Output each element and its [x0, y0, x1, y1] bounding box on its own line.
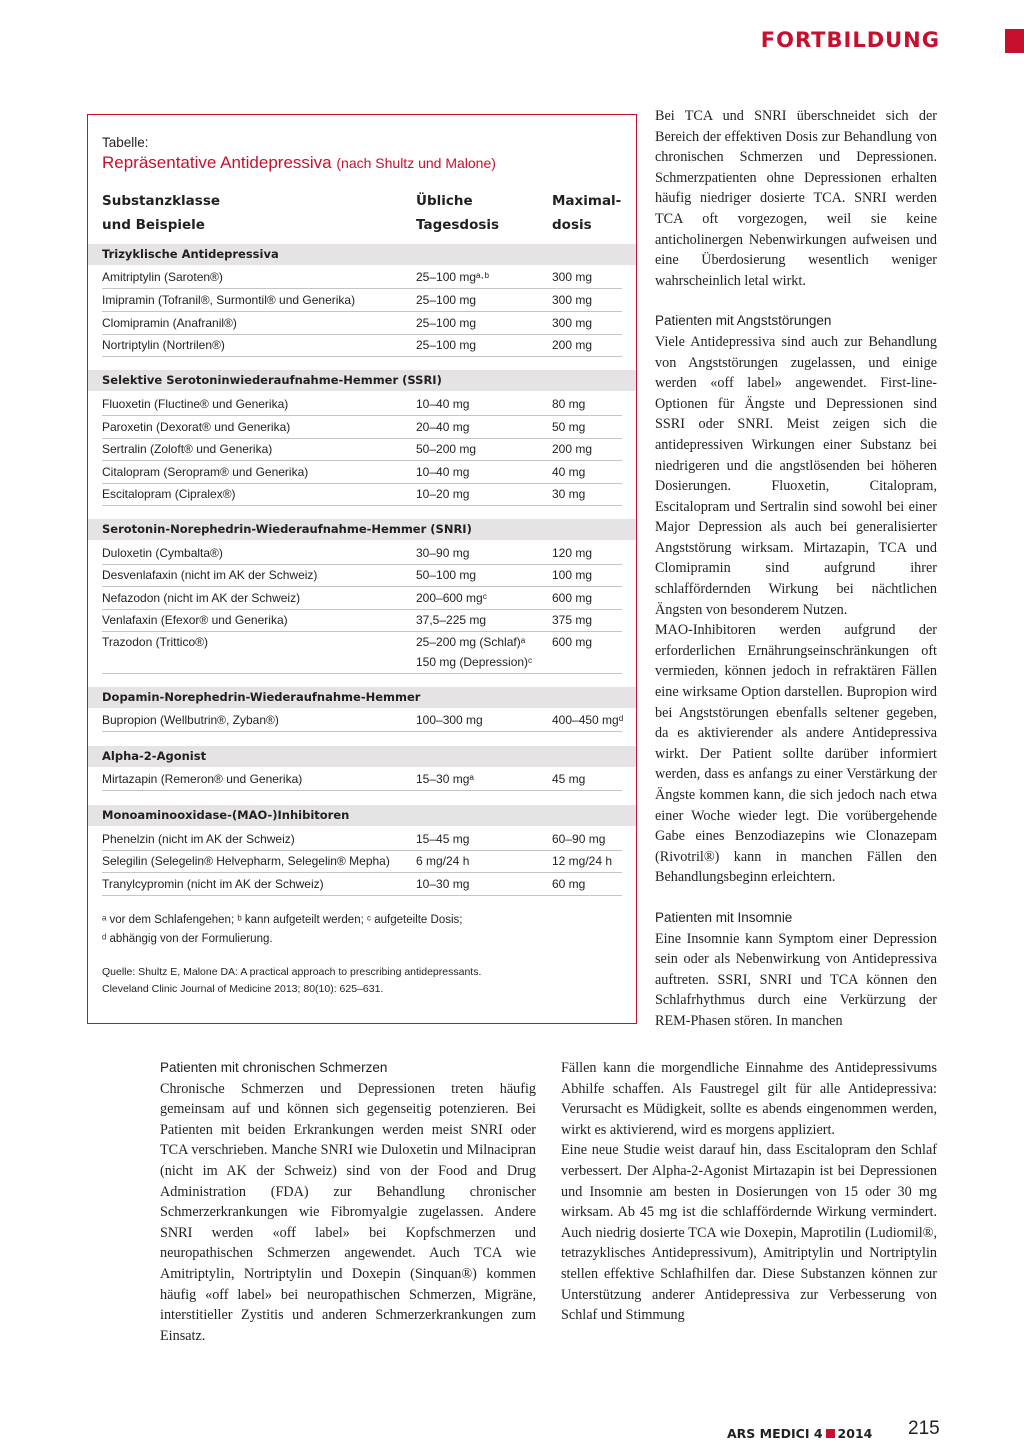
page-number: 215 [908, 1418, 940, 1439]
paragraph-angst-2: MAO-Inhibitoren werden aufgrund der erforderlichen Ernährungseinschränkungen oft vermieden, können jedoch in refraktären Fällen eine wirksame Option darstellen. Bupropion wird bei Angststörungen ebenfalls seltener gegeben, da es aktivierender als andere Antidepressiva wirkt. Der Patient sollte darüber informiert werden, dass es anfangs zu einer Verstärkung der Ängste kommen kann, die sich jedoch nach etwa einer Woche wieder legt. Die vorübergehende Gabe eines Benzodiazepins wie Clonazepam (Rivotril®) kann in manchen Fällen den Behandlungsbeginn erleichtern. [655, 622, 937, 886]
table-source-line2: Cleveland Clinic Journal of Medicine 2013; 80(10): 625–631. [102, 983, 384, 995]
table-title [102, 153, 496, 173]
cell-max: 40 mg [552, 465, 586, 479]
cell-max: 600 mg [552, 635, 593, 649]
right-column-lower [561, 1058, 937, 1326]
table-row [102, 828, 622, 851]
table-footnote-2: ᵈ abhängig von der Formulierung. [102, 933, 273, 945]
table-row [102, 850, 622, 873]
table-row [102, 564, 622, 587]
heading-angst: Patienten mit Angststörungen [655, 313, 832, 329]
cell-dose: 25–100 mg [416, 338, 477, 352]
cell-max: 600 mg [552, 591, 593, 605]
cell-max: 400–450 mgᵈ [552, 713, 624, 727]
cell-substance: Trazodon (Trittico®) [102, 635, 208, 649]
col-header-max-line2: dosis [552, 217, 592, 233]
table-row [102, 289, 622, 312]
paragraph-insomnie-3: Eine neue Studie weist darauf hin, dass Escitalopram den Schlaf verbessert. Der Alpha-2-Agonist Mirtazapin ist bei Depressionen und Insomnie am besten in Dosierungen von 15 oder 30 mg wirksam. Ab 45 mg ist die schlaffördernde Wirkung vermindert. Auch niedrig dosierte TCA wie Doxepin, Maprotilin (Ludiomil®, tetrazyklisches Antidepressivum), Amitriptylin und Nortriptylin stellen effektive Schlafhilfen dar. Diese Substanzen können zur Unterstützung anderer Antidepressiva zur Verbesserung von Schlaf und Stimmung [561, 1142, 937, 1324]
col-header-substance [102, 189, 220, 237]
cell-dose: 37,5–225 mg [416, 613, 487, 627]
section-dnri: Dopamin-Norephedrin-Wiederaufnahme-Hemmer [88, 687, 636, 708]
cell-substance: Phenelzin (nicht im AK der Schweiz) [102, 832, 295, 846]
paragraph-angst-1: Viele Antidepressiva sind auch zur Behandlung von Angststörungen zugelassen, und einige werden «off label» angewendet. First-line-Optionen für Ängste und Depressionen sind SSRI oder SNRI. Meist zeigen sich die antidepressiven Wirkungen einer Substanz bei niedrigeren und die angstlösenden bei höheren Dosierungen. Fluoxetin, Citalopram, Escitalopram und Sertralin sind sowohl bei einer Major Depression als auch bei generalisierter Angststörung wirksam. Mirtazapin, TCA und Clomipramin sind aufgrund ihrer schlaffördernden Wirkung bei nächtlichen Ängsten von besonderem Nutzen. [655, 333, 937, 618]
cell-dose: 25–100 mg [416, 293, 477, 307]
heading-schmerzen: Patienten mit chronischen Schmerzen [160, 1060, 388, 1075]
cell-dose: 25–100 mgᵃ·ᵇ [416, 270, 490, 284]
cell-substance: Amitriptylin (Saroten®) [102, 270, 223, 284]
cell-substance: Fluoxetin (Fluctine® und Generika) [102, 397, 289, 411]
col-header-max-line1: Maximal- [552, 193, 622, 209]
cell-max: 300 mg [552, 316, 593, 330]
col-header-max [552, 189, 621, 237]
table-title-note: (nach Shultz und Malone) [336, 155, 496, 171]
cell-substance: Desvenlafaxin (nicht im AK der Schweiz) [102, 568, 318, 582]
header-accent-bar [1005, 29, 1024, 53]
section-snri: Serotonin-Norephedrin-Wiederaufnahme-Hemmer (SNRI) [88, 519, 636, 540]
footer-square-icon [826, 1429, 835, 1438]
cell-dose: 30–90 mg [416, 546, 470, 560]
section-ssri: Selektive Serotoninwiederaufnahme-Hemmer (SSRI) [88, 370, 636, 391]
col-header-substance-line1: Substanzklasse [102, 193, 221, 209]
cell-dose: 10–30 mg [416, 877, 470, 891]
cell-dose: 50–100 mg [416, 568, 477, 582]
cell-substance: Clomipramin (Anafranil®) [102, 316, 237, 330]
cell-dose: 6 mg/24 h [416, 854, 470, 868]
table-row [102, 461, 622, 484]
cell-dose: 200–600 mgᶜ [416, 591, 487, 605]
paragraph-insomnie-1: Eine Insomnie kann Symptom einer Depression sein oder als Nebenwirkung von Antidepressiva auftreten. SSRI, SNRI und TCA können den Schlafrhythmus durch eine Verkürzung der REM-Phasen stören. In manchen [655, 930, 937, 1029]
col-header-dose [416, 189, 499, 237]
cell-max: 200 mg [552, 338, 593, 352]
cell-max: 60 mg [552, 877, 586, 891]
cell-max: 300 mg [552, 270, 593, 284]
cell-max: 300 mg [552, 293, 593, 307]
cell-max: 12 mg/24 h [552, 854, 613, 868]
cell-substance: Selegilin (Selegelin® Helvepharm, Selegelin® Mepha) [102, 854, 390, 868]
paragraph-intro: Bei TCA und SNRI überschneidet sich der Bereich der effektiven Dosis zur Behandlung von chronischen Schmerzen und Depressionen. Schmerzpatienten ohne Depressionen erhalten häufig niedriger dosierte TCA. SNRI werden TCA oft vorgezogen, weil sie keine anticholinergen Nebenwirkungen aufweisen und eine Überdosierung wesentlich weniger wahrscheinlich letal wirkt. [655, 108, 937, 289]
footer-journal-name: ARS MEDICI 4 [727, 1426, 823, 1441]
table-row [102, 542, 622, 565]
section-tca: Trizyklische Antidepressiva [88, 244, 636, 265]
footer-year: 2014 [837, 1426, 873, 1441]
col-header-dose-line1: Übliche [416, 193, 473, 209]
cell-substance: Mirtazapin (Remeron® und Generika) [102, 772, 303, 786]
table-row [102, 609, 622, 632]
cell-dose-second-line: 150 mg (Depression)ᶜ [416, 655, 533, 669]
paragraph-schmerzen: Chronische Schmerzen und Depressionen treten häufig gemeinsam auf und können sich gegenseitig potenzieren. Bei Patienten mit beiden Erkrankungen werden meist SNRI oder TCA verschrieben. Manche SNRI wie Duloxetin und Milnacipran (nicht im AK der Schweiz) sind von der Food and Drug Administration (FDA) zur Behandlung chronischer Schmerzerkrankungen wie Fibromyalgie zugelassen. Andere SNRI werden «off label» bei Kopfschmerzen und neuropathischen Schmerzen angewendet. Auch TCA wie Amitriptylin, Nortriptylin und Doxepin (Sinquan®) kommen häufig «off label» bei neuropathischen Schmerzen, Migräne, interstitieller Zystitis und anderen Schmerzerkrankungen zum Einsatz. [160, 1080, 536, 1344]
paragraph-insomnie-2: Fällen kann die morgendliche Einnahme des Antidepressivums Abhilfe schaffen. Als Faustregel gilt für alle Antidepressiva: Verursacht es Müdigkeit, sollte es abends eingenommen werden, wirkt es aktivierend, wird es morgens appliziert. [561, 1060, 937, 1138]
cell-dose: 20–40 mg [416, 420, 470, 434]
col-header-dose-line2: Tagesdosis [416, 217, 500, 233]
heading-insomnie: Patienten mit Insomnie [655, 909, 793, 925]
cell-max: 80 mg [552, 397, 586, 411]
cell-dose: 10–40 mg [416, 465, 470, 479]
cell-substance: Venlafaxin (Efexor® und Generika) [102, 613, 288, 627]
cell-max: 200 mg [552, 442, 593, 456]
antidepressant-table [87, 114, 637, 1024]
cell-dose: 15–45 mg [416, 832, 470, 846]
cell-substance: Nefazodon (nicht im AK der Schweiz) [102, 591, 301, 605]
cell-max: 50 mg [552, 420, 586, 434]
cell-substance: Citalopram (Seropram® und Generika) [102, 465, 309, 479]
table-row [102, 873, 622, 896]
left-column-lower [160, 1058, 536, 1346]
col-header-substance-line2: und Beispiele [102, 217, 205, 233]
cell-dose: 50–200 mg [416, 442, 477, 456]
cell-dose: 10–40 mg [416, 397, 470, 411]
table-row [102, 483, 622, 506]
cell-substance: Sertralin (Zoloft® und Generika) [102, 442, 273, 456]
table-source-line1: Quelle: Shultz E, Malone DA: A practical approach to prescribing antidepressants. [102, 966, 482, 978]
footer-journal [727, 1426, 872, 1441]
cell-max: 60–90 mg [552, 832, 606, 846]
table-row [102, 416, 622, 439]
cell-max: 45 mg [552, 772, 586, 786]
cell-max: 120 mg [552, 546, 593, 560]
section-mao: Monoaminooxidase-(MAO-)Inhibitoren [88, 805, 636, 826]
table-row [102, 312, 622, 335]
table-row [102, 438, 622, 461]
table-row [102, 709, 622, 732]
cell-dose: 10–20 mg [416, 487, 470, 501]
section-title: FORTBILDUNG [760, 28, 940, 52]
section-alpha2: Alpha-2-Agonist [88, 746, 636, 767]
cell-substance: Bupropion (Wellbutrin®, Zyban®) [102, 713, 279, 727]
table-row [102, 587, 622, 610]
cell-dose: 100–300 mg [416, 713, 483, 727]
cell-substance: Imipramin (Tofranil®, Surmontil® und Generika) [102, 293, 356, 307]
cell-max: 100 mg [552, 568, 593, 582]
table-row [102, 266, 622, 289]
table-row [102, 334, 622, 357]
cell-max: 375 mg [552, 613, 593, 627]
cell-substance: Tranylcypromin (nicht im AK der Schweiz) [102, 877, 324, 891]
cell-substance: Escitalopram (Cipralex®) [102, 487, 236, 501]
table-label: Tabelle: [102, 135, 149, 150]
cell-substance: Duloxetin (Cymbalta®) [102, 546, 223, 560]
table-row [102, 393, 622, 416]
table-title-main: Repräsentative Antidepressiva [102, 153, 332, 172]
cell-dose: 15–30 mgᵃ [416, 772, 474, 786]
cell-max: 30 mg [552, 487, 586, 501]
right-column-upper [655, 106, 937, 1032]
cell-substance: Nortriptylin (Nortrilen®) [102, 338, 225, 352]
cell-substance: Paroxetin (Dexorat® und Generika) [102, 420, 291, 434]
table-footnote-1: ᵃ vor dem Schlafengehen; ᵇ kann aufgeteilt werden; ᶜ aufgeteilte Dosis; [102, 914, 463, 926]
table-row [102, 768, 622, 791]
cell-dose: 25–200 mg (Schlaf)ᵃ [416, 635, 526, 649]
table-row [102, 631, 622, 674]
cell-dose: 25–100 mg [416, 316, 477, 330]
table-source [102, 964, 622, 998]
